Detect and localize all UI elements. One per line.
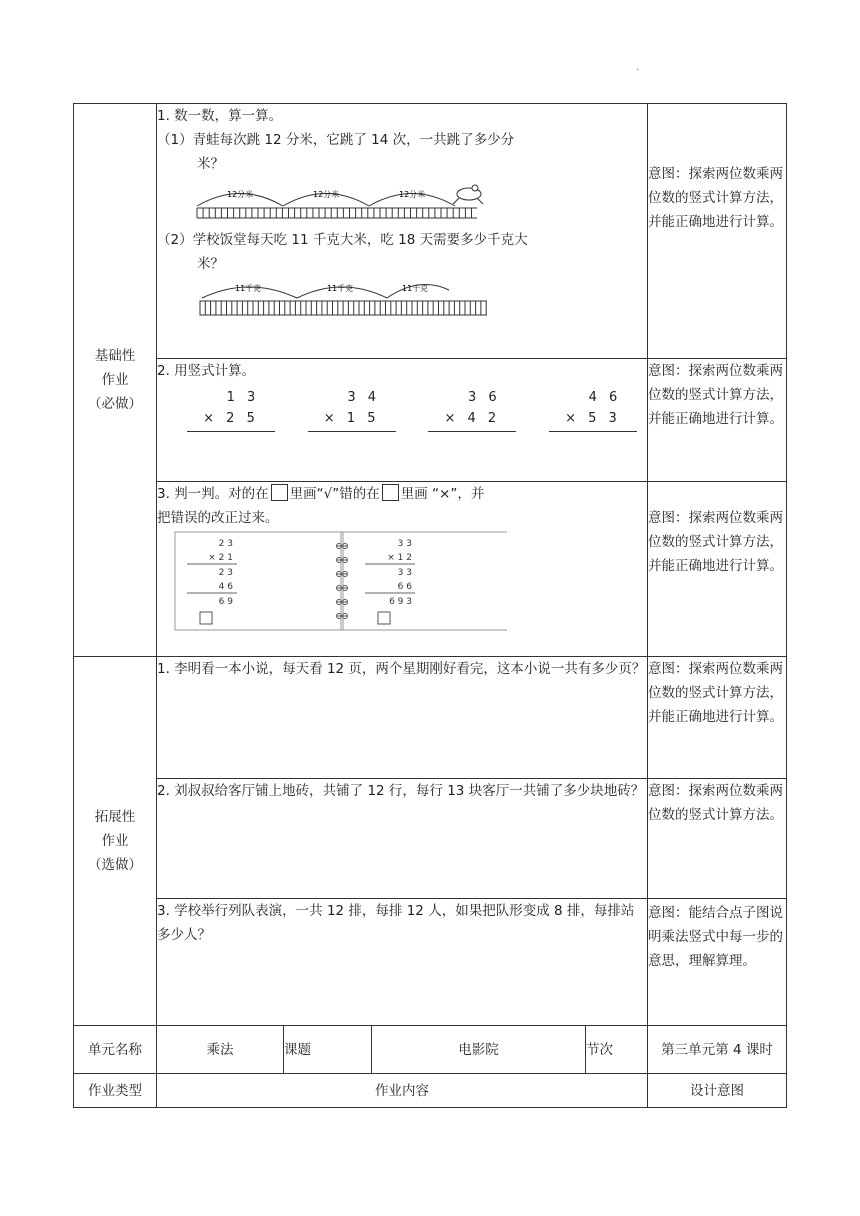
question-3: 3. 判一判。对的在 里画“√”错的在 里画 “×”，并 把错误的改正过来。 2 3 × 2 1 2 3 4 6 6 9 3 3 × 1 2 3 3 6 6 6 9 3 [157,482,648,657]
question-2 [157,359,648,482]
svg-text:6 6: 6 6 [397,582,412,592]
svg-text:6 9: 6 9 [218,597,233,607]
vertical-problem: 4 6 × 5 3 [549,387,637,432]
q3-text: 3. 判一判。对的在 里画“√”错的在 里画 “×”，并 [157,486,485,502]
svg-text:2 3: 2 3 [218,568,233,578]
unit-value: 乘法 [157,1026,284,1074]
svg-text:× 2 1: × 2 1 [208,553,233,563]
intent-e1: 意图：探索两位数乘两位数的竖式计算方法，并能正确地进行计算。 [648,657,787,779]
svg-text:× 1 2: × 1 2 [387,553,412,563]
extension-3: 3. 学校举行列队表演，一共 12 排，每排 12 人，如果把队形变成 8 排，每排站多少人？ [157,899,648,1026]
frog-icon [453,185,483,204]
binder-rings-icon [337,544,348,619]
extension-2: 2. 刘叔叔给客厅铺上地砖，共铺了 12 行，每行 13 块客厅一共铺了多少块地砖？ [157,779,648,899]
q1-part2: （2）学校饭堂每天吃 11 千克大米，吃 18 天需要多少千克大 [157,232,528,248]
question-1: 1. 数一数，算一算。 （1）青蛙每次跳 12 分米，它跳了 14 次，一共跳了多少分 米？ 12分米 12分米 12分米 （2）学校饭堂每天吃 11 千克大米，吃 18 天需要多少千克大 米？ 11千克 11千克 11千克 [157,104,648,359]
frog-jump-diagram [157,176,487,220]
topic-label: 课题 [284,1026,372,1074]
jump-label-3: 12分米 [399,190,426,199]
topic-value: 电影院 [372,1026,586,1074]
period-value: 第三单元第 4 课时 [648,1026,787,1074]
intent-q2: 意图：探索两位数乘两位数的竖式计算方法，并能正确地进行计算。 [648,359,787,482]
rice-label-3: 11千克 [402,284,429,293]
check-box-icon [382,484,399,501]
type-label: 作业类型 [74,1074,157,1108]
q2-title: 2. 用竖式计算。 [157,363,256,379]
svg-text:3 3: 3 3 [397,568,412,578]
section-basic: 基础性 作业 （必做） [74,104,157,657]
intent-e3: 意图：能结合点子图说明乘法竖式中每一步的意思，理解算理。 [648,899,787,1026]
rice-label-1: 11千克 [235,284,262,293]
section-extension: 拓展性 作业 （选做） [74,657,157,1026]
vertical-problems [157,383,647,432]
rice-label-2: 11千克 [327,284,354,293]
corner-mark: . [636,62,640,73]
answer-box-icon [378,612,390,624]
svg-text:4 6: 4 6 [218,582,233,592]
homework-table [73,103,787,1108]
svg-text:3 3: 3 3 [397,539,412,549]
judge-calculation-diagram [167,530,507,634]
jump-label-1: 12分米 [227,190,254,199]
unit-label: 单元名称 [74,1026,157,1074]
q1-part1: （1）青蛙每次跳 12 分米，它跳了 14 次，一共跳了多少分 [157,132,515,148]
svg-text:6 9 3: 6 9 3 [389,597,412,607]
intent-q3: 意图：探索两位数乘两位数的竖式计算方法，并能正确地进行计算。 [648,482,787,657]
jump-label-2: 12分米 [313,190,340,199]
vertical-problem: 3 6 × 4 2 [428,387,516,432]
intent-q1: 意图：探索两位数乘两位数的竖式计算方法，并能正确地进行计算。 [648,104,787,359]
rice-diagram [157,276,487,320]
vertical-problem: 3 4 × 1 5 [308,387,396,432]
check-box-icon [271,484,288,501]
content-label: 作业内容 [157,1074,648,1108]
answer-box-icon [200,612,212,624]
design-label: 设计意图 [648,1074,787,1108]
q1-title: 1. 数一数，算一算。 [157,108,283,124]
period-label: 节次 [586,1026,648,1074]
svg-text:2 3: 2 3 [218,539,233,549]
intent-e2: 意图：探索两位数乘两位数的竖式计算方法。 [648,779,787,899]
vertical-problem: 1 3 × 2 5 [187,387,275,432]
extension-1: 1. 李明看一本小说，每天看 12 页，两个星期刚好看完，这本小说一共有多少页？ [157,657,648,779]
